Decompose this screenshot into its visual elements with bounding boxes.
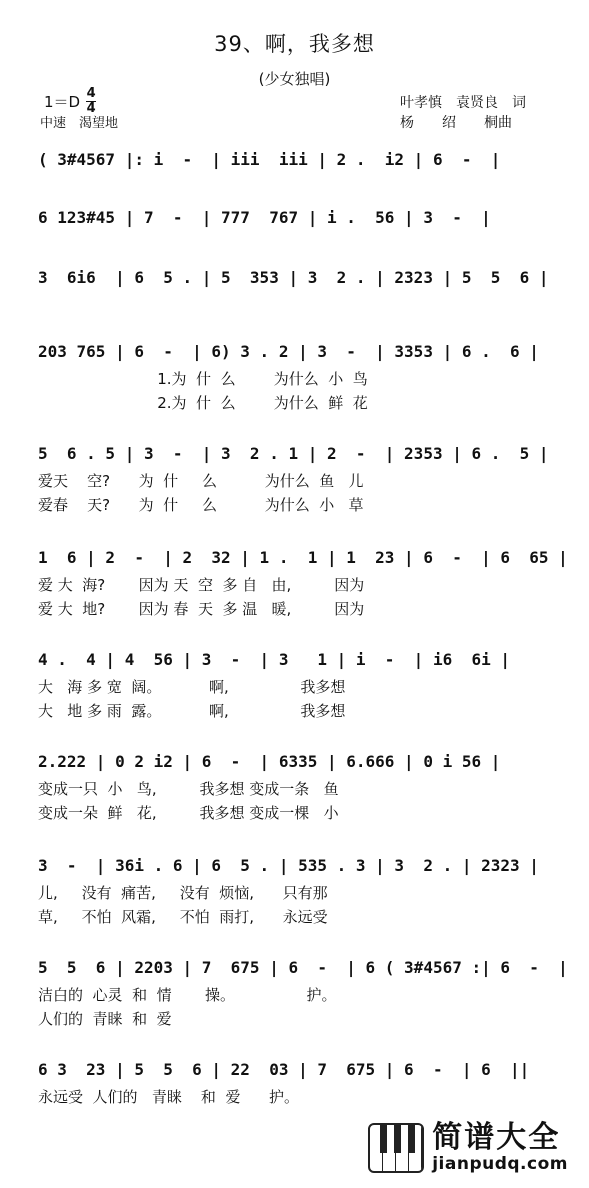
notation-line: 3 - | 36i . 6 | 6 5 . | 535 . 3 | 3 2 . | 2323 | bbox=[38, 856, 539, 875]
score-system-2 bbox=[38, 208, 550, 268]
lyric-verse-2: 爱 大 地? 因为 春 天 多 温 暖, 因为 bbox=[38, 600, 365, 618]
lyric-verse-1: 儿, 没有 痛苦, 没有 烦恼, 只有那 bbox=[38, 884, 328, 902]
lyric-verse-2: 变成一朵 鲜 花, 我多想 变成一棵 小 bbox=[38, 804, 339, 822]
lyric-verse-1: 1.为 什 么 为什么 小 鸟 bbox=[38, 370, 368, 388]
site-logo bbox=[368, 1118, 568, 1178]
time-bottom: 4 bbox=[86, 101, 96, 116]
notation-line: 203 765 | 6 - | 6) 3 . 2 | 3 - | 3353 | 6 . 6 | bbox=[38, 342, 539, 361]
lyric-verse-2: 爱春 天? 为 什 么 为什么 小 草 bbox=[38, 496, 364, 514]
lyric-verse-1: 永远受 人们的 青睐 和 爱 护。 bbox=[38, 1088, 300, 1106]
notation-line: 5 6 . 5 | 3 - | 3 2 . 1 | 2 - | 2353 | 6 . 5 | bbox=[38, 444, 549, 463]
notation-line: 6 3 23 | 5 5 6 | 22 03 | 7 675 | 6 - | 6 || bbox=[38, 1060, 530, 1079]
score-system-10 bbox=[38, 958, 568, 1038]
lyric-verse-1: 变成一只 小 鸟, 我多想 变成一条 鱼 bbox=[38, 780, 339, 798]
time-signature bbox=[86, 88, 96, 115]
score-system-11 bbox=[38, 1060, 550, 1120]
score-system-8 bbox=[38, 752, 550, 832]
lyric-verse-2: 草, 不怕 风霜, 不怕 雨打, 永远受 bbox=[38, 908, 328, 926]
lyric-verse-1: 大 海 多 宽 阔。 啊, 我多想 bbox=[38, 678, 346, 696]
key-label: 1＝D bbox=[44, 93, 81, 111]
piano-icon bbox=[368, 1123, 424, 1173]
score-system-9 bbox=[38, 856, 550, 936]
song-subtitle: (少女独唱) bbox=[258, 70, 331, 88]
lyric-verse-2: 2.为 什 么 为什么 鲜 花 bbox=[38, 394, 368, 412]
logo-url: jianpudq.com bbox=[432, 1154, 568, 1174]
lyricist-credit: 叶孝慎 袁贤良 词 bbox=[400, 95, 526, 111]
notation-line: 5 5 6 | 2203 | 7 675 | 6 - | 6 ( 3#4567 :| 6 - | bbox=[38, 958, 568, 977]
notation-line: 1 6 | 2 - | 2 32 | 1 . 1 | 1 23 | 6 - | 6 65 | bbox=[38, 548, 568, 567]
score-system-7 bbox=[38, 650, 550, 730]
lyric-verse-2: 大 地 多 雨 露。 啊, 我多想 bbox=[38, 702, 346, 720]
score-system-3 bbox=[38, 268, 550, 328]
lyric-verse-2: 人们的 青睐 和 爱 bbox=[38, 1010, 172, 1028]
notation-line: 6 123#45 | 7 - | 777 767 | i . 56 | 3 - | bbox=[38, 208, 491, 227]
composer-credit: 杨 绍 桐曲 bbox=[400, 115, 512, 131]
score-system-4 bbox=[38, 342, 550, 422]
score-system-5 bbox=[38, 444, 550, 524]
notation-line: 3 6i6 | 6 5 . | 5 353 | 3 2 . | 2323 | 5 5 6 | bbox=[38, 268, 549, 287]
lyric-verse-1: 爱天 空? 为 什 么 为什么 鱼 儿 bbox=[38, 472, 364, 490]
lyric-verse-1: 洁白的 心灵 和 情 操。 护。 bbox=[38, 986, 337, 1004]
lyric-verse-1: 爱 大 海? 因为 天 空 多 自 由, 因为 bbox=[38, 576, 365, 594]
key-signature bbox=[44, 88, 96, 115]
notation-line: 4 . 4 | 4 56 | 3 - | 3 1 | i - | i6 6i | bbox=[38, 650, 511, 669]
time-top: 4 bbox=[86, 86, 96, 101]
score-system-6 bbox=[38, 548, 568, 628]
logo-text: 简谱大全 bbox=[432, 1120, 561, 1155]
song-title: 39、啊，我多想 bbox=[214, 32, 375, 56]
tempo-marking: 中速 渴望地 bbox=[40, 116, 119, 131]
notation-line: ( 3#4567 |: i - | iii iii | 2 . i2 | 6 - | bbox=[38, 150, 501, 169]
notation-line: 2.222 | 0 2 i2 | 6 - | 6335 | 6.666 | 0 i 56 | bbox=[38, 752, 501, 771]
